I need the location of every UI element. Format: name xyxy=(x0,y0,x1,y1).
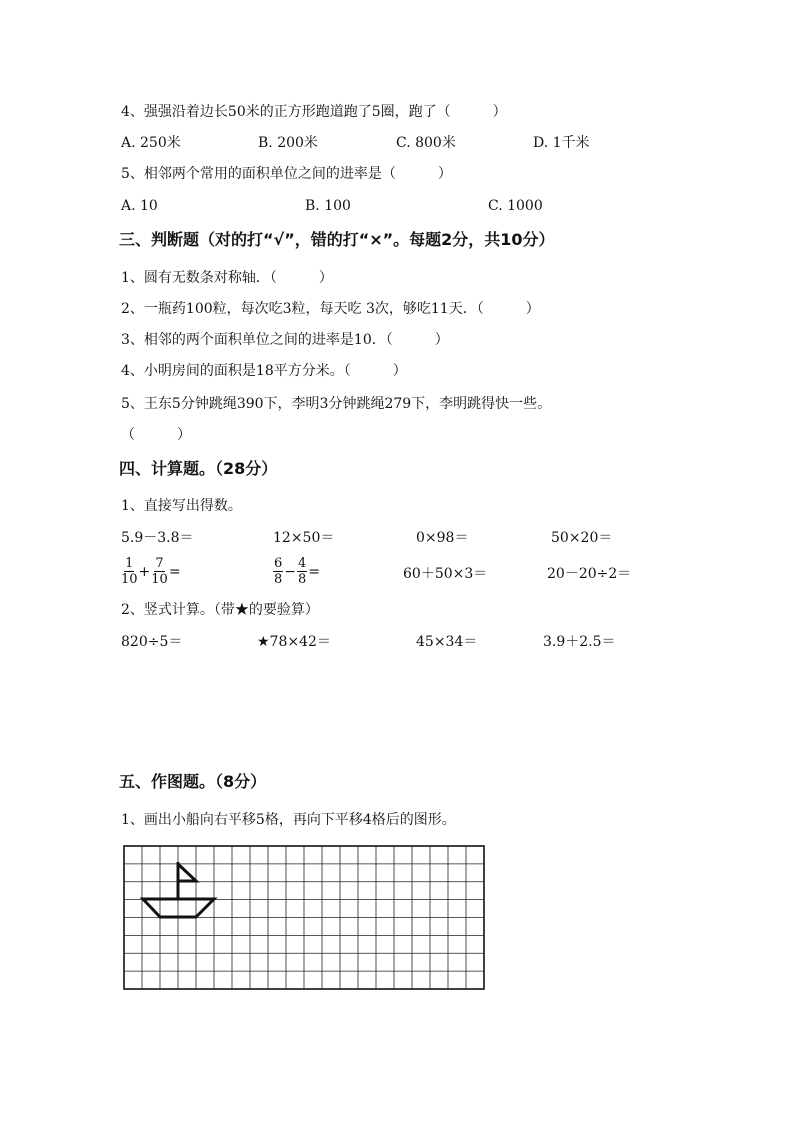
judge-item-5-blank: （ ） xyxy=(121,427,191,443)
calc-r1-c3: 0×98＝ xyxy=(416,530,469,546)
minus-sign: − xyxy=(284,563,297,580)
fraction-denominator: 10 xyxy=(121,572,138,587)
calc-r3-c1: 820÷5＝ xyxy=(121,634,183,650)
boat-hull xyxy=(143,899,214,917)
section-3-heading: 三、判断题（对的打“√”，错的打“×”。每题2分，共10分） xyxy=(119,230,555,249)
q4-option-d: D. 1千米 xyxy=(533,135,590,151)
judge-item-3: 3、相邻的两个面积单位之间的进率是10．（ ） xyxy=(121,332,449,348)
q5-option-b: B. 100 xyxy=(305,198,351,214)
boat-icon xyxy=(143,862,214,917)
q4-option-b: B. 200米 xyxy=(258,135,318,151)
judge-item-5: 5、王东5分钟跳绳390下，李明3分钟跳绳279下，李明跳得快一些。 xyxy=(121,396,552,412)
q5-option-a: A. 10 xyxy=(121,198,158,214)
fraction-numerator: 4 xyxy=(298,556,307,571)
fraction-denominator: 8 xyxy=(298,572,307,587)
calc-r3-c4: 3.9＋2.5＝ xyxy=(543,634,616,650)
draw-question-1: 1、画出小船向右平移5格，再向下平移4格后的图形。 xyxy=(121,812,456,828)
section-4-heading: 四、计算题。（28分） xyxy=(119,459,278,478)
calc-r1-c4: 50×20＝ xyxy=(551,530,613,546)
fraction-denominator: 8 xyxy=(274,572,283,587)
fraction-numerator: 1 xyxy=(125,556,134,571)
calc-r2-c4: 20－20÷2＝ xyxy=(547,566,632,582)
calc-r1-c1: 5.9－3.8＝ xyxy=(121,530,194,546)
q4-option-a: A. 250米 xyxy=(121,135,181,151)
fraction-numerator: 6 xyxy=(274,556,283,571)
calc-sub-2: 2、竖式计算。（带★的要验算） xyxy=(121,602,319,618)
q5-option-c: C. 1000 xyxy=(488,198,543,214)
plus-sign: + xyxy=(138,563,151,580)
judge-item-1: 1、圆有无数条对称轴．（ ） xyxy=(121,270,333,286)
calc-r1-c2: 12×50＝ xyxy=(273,530,335,546)
equals-sign: = xyxy=(308,563,321,580)
boat-sail xyxy=(178,864,196,881)
section-5-heading: 五、作图题。（8分） xyxy=(119,772,267,791)
calc-r3-c2: ★78×42＝ xyxy=(257,634,331,650)
judge-item-2: 2、一瓶药100粒，每次吃3粒，每天吃 3次，够吃11天．（ ） xyxy=(121,301,540,317)
question-4-stem: 4、强强沿着边长50米的正方形跑道跑了5圈，跑了（ ） xyxy=(121,104,507,120)
fraction-numerator: 7 xyxy=(155,556,164,571)
judge-item-4: 4、小明房间的面积是18平方分米。（ ） xyxy=(121,363,407,379)
calc-r3-c3: 45×34＝ xyxy=(416,634,478,650)
q4-option-c: C. 800米 xyxy=(396,135,456,151)
question-5-stem: 5、相邻两个常用的面积单位之间的进率是（ ） xyxy=(121,166,452,182)
calc-sub-1: 1、直接写出得数。 xyxy=(121,498,242,514)
calc-r2-c3: 60＋50×3＝ xyxy=(403,566,488,582)
fraction-denominator: 10 xyxy=(151,572,168,587)
equals-sign: = xyxy=(168,563,181,580)
